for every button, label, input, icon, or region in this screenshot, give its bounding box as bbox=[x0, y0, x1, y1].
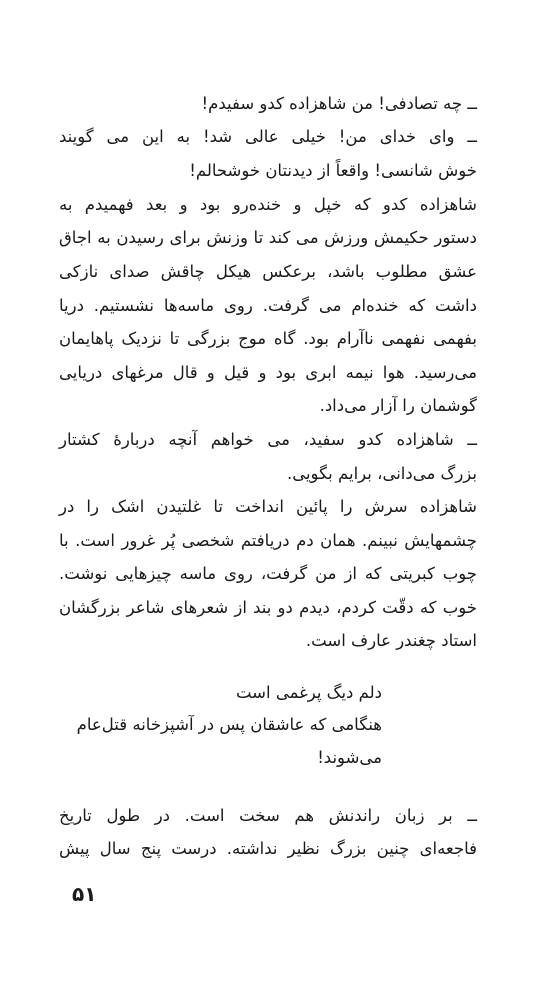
text-line: داشت که خنده‌ام می گرفت. روی ماسه‌ها نشستیم. دریا bbox=[59, 296, 477, 315]
poem-line: می‌شوند! bbox=[317, 748, 382, 767]
text-line: ــ شاهزاده کدو سفید، می خواهم آنچه دربارهٔ کشتار bbox=[59, 430, 477, 449]
text-line: ــ بر زبان راندنش هم سخت است. در طول تاریخ bbox=[59, 806, 477, 825]
text-line: می‌رسید. هوا نیمه ابری بود و قیل و قال مرغهای دریایی bbox=[59, 363, 477, 382]
text-line: شاهزاده کدو که خپل و خنده‌رو بود و بعد فهمیدم به bbox=[59, 195, 477, 214]
poem-line: دلم دیگ پرغمی است bbox=[235, 683, 382, 702]
text-line: بفهمی نفهمی ناآرام بود. گاه موج بزرگی تا نزدیک پاهایمان bbox=[59, 329, 477, 348]
page-number: ۵۱ bbox=[72, 882, 97, 906]
text-line: گوشمان را آزار می‌داد. bbox=[319, 396, 477, 415]
poem-line: هنگامی که عاشقان پس در آشپزخانه قتل‌عام bbox=[76, 715, 382, 734]
text-line: ــ چه تصادفی! من شاهزاده کدو سفیدم! bbox=[201, 94, 477, 113]
text-line: دستور حکیمش ورزش می کند تا وزنش برای رسیدن به اجاق bbox=[59, 228, 477, 247]
text-line: خوب که دقّت کردم، دیدم دو بند از شعرهای شاعر بزرگشان bbox=[59, 598, 477, 617]
text-line: استاد چغندر عارف است. bbox=[305, 631, 477, 650]
text-line: چشمهایش نبینم. همان دم دریافتم شخصی پُر غرور است. با bbox=[59, 531, 477, 550]
text-line: خوش شانسی! واقعاً از دیدنتان خوشحالم! bbox=[189, 161, 477, 180]
text-line: چوب کبریتی که از من گرفت، روی ماسه چیزهایی نوشت. bbox=[59, 564, 477, 583]
text-line: عشق مطلوب باشد، برعکس هیکل چاقش صدای نازکی bbox=[59, 262, 477, 281]
text-line: فاجعه‌ای چنین بزرگ نظیر نداشته. درست پنج سال پیش bbox=[59, 839, 477, 858]
text-line: شاهزاده سرش را پائین انداخت تا غلتیدن اشک را در bbox=[59, 497, 477, 516]
text-line: ــ وای خدای من! خیلی عالی شد! به این می گویند bbox=[59, 127, 477, 146]
text-line: بزرگ می‌دانی، برایم بگویی. bbox=[286, 464, 477, 483]
